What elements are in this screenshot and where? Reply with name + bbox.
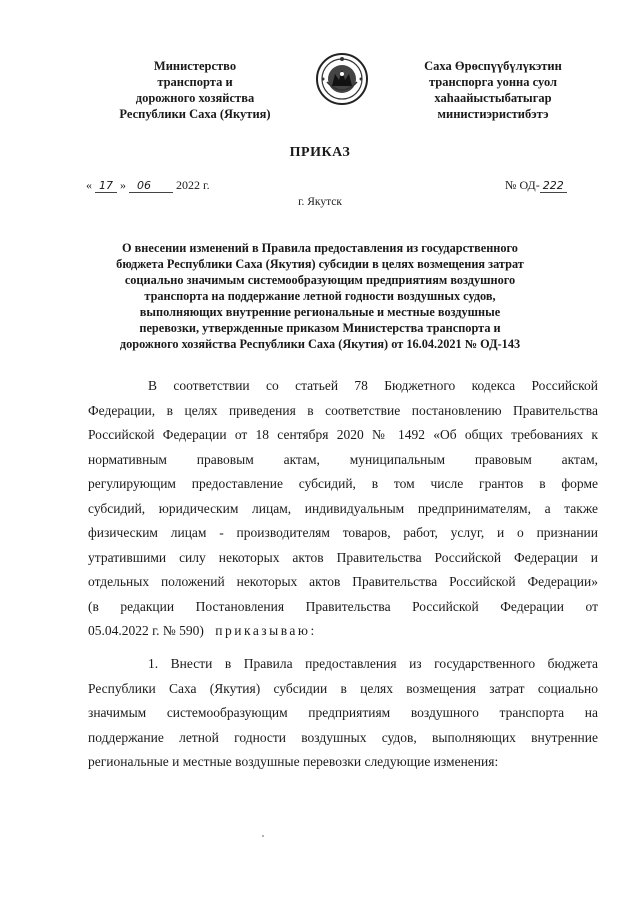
- body-line: Федерации, в целях приведения в соответствие постановлению Правительства: [88, 402, 598, 418]
- ministry-line: Министерство: [153, 59, 237, 73]
- body-line: (в редакции Постановления Правительства Российской Федерации от: [88, 598, 598, 614]
- scan-speck: [262, 835, 264, 837]
- date-quote-close: »: [120, 178, 126, 192]
- ministry-line: Республики Саха (Якутия): [119, 107, 271, 121]
- heading-line: бюджета Республики Саха (Якутия) субсидии в целях возмещения затрат: [116, 257, 524, 271]
- body-line: утратившими силу некоторых актов Правительства Российской Федерации и: [88, 549, 598, 565]
- body-line: нормативным правовым актам, муниципальным правовым актам,: [88, 451, 598, 467]
- heading-line: выполняющих внутренние региональные и местные воздушные: [139, 305, 501, 319]
- ministry-name-yakut: [398, 58, 588, 122]
- date-year: 2022 г.: [176, 178, 210, 192]
- document-title: ПРИКАЗ: [289, 145, 351, 160]
- body-line: Республики Саха (Якутия) субсидии в целях возмещения затрат социально: [88, 680, 598, 696]
- ministry-line: Саха Өрөспүүбүлүкэтин: [424, 59, 562, 73]
- heading-line: О внесении изменений в Правила предоставления из государственного: [122, 241, 518, 255]
- ministry-line: министиэристибэтэ: [437, 107, 549, 121]
- regulation-ref: 05.04.2022 г. № 590): [88, 623, 204, 638]
- date-quote-open: «: [86, 178, 92, 192]
- ministry-line: хаһаайыстыбатыгар: [434, 91, 552, 105]
- body-line: 1. Внести в Правила предоставления из государственного бюджета: [148, 656, 598, 671]
- heading-line: транспорта на поддержание летной годности воздушных судов,: [144, 289, 496, 303]
- city: г. Якутск: [298, 196, 342, 208]
- heading-line: перевозки, утвержденные приказом Министерства транспорта и: [139, 321, 501, 335]
- body-line: субсидий, юридическим лицам, индивидуальным предпринимателям, а также: [88, 500, 598, 516]
- body-paragraph-item-1: [88, 652, 598, 775]
- order-number: [505, 178, 567, 193]
- date-day: 17: [95, 179, 117, 193]
- number-value: 222: [540, 179, 567, 193]
- body-line: отдельных положений некоторых актов Правительства Российской Федерации»: [88, 574, 598, 589]
- body-line: поддержание летной годности воздушных судов, выполняющих внутренние: [88, 729, 598, 745]
- body-paragraph-preamble: [88, 374, 598, 644]
- body-line: значимым системообразующим предприятиям воздушного транспорта на: [88, 705, 598, 720]
- order-word: приказываю:: [215, 623, 317, 638]
- order-heading: [100, 240, 540, 352]
- date-month: 06: [129, 179, 173, 193]
- heading-line: социально значимым системообразующим предприятиям воздушного: [124, 273, 516, 287]
- ministry-line: транспорга уонна суол: [428, 75, 558, 89]
- body-line: В соответствии со статьей 78 Бюджетного кодекса Российской: [148, 378, 598, 393]
- ministry-line: транспорта и: [157, 75, 233, 89]
- heading-line: дорожного хозяйства Республики Саха (Якутия) от 16.04.2021 № ОД-143: [119, 337, 521, 351]
- body-line: Российской Федерации от 18 сентября 2020 № 1492 «Об общих требованиях к: [88, 427, 598, 442]
- body-line: регулирующим предоставление субсидий, в том числе грантов в форме: [88, 476, 598, 491]
- number-prefix: № ОД-: [505, 178, 540, 192]
- body-line-last: [88, 619, 598, 644]
- ministry-line: дорожного хозяйства: [135, 91, 255, 105]
- body-line-last: региональные и местные воздушные перевозки следующие изменения:: [88, 754, 499, 769]
- order-date: [86, 178, 210, 193]
- ministry-name-russian: [100, 58, 290, 122]
- body-line: физическим лицам - производителям товаров, работ, услуг, и о признании: [88, 525, 598, 540]
- coat-of-arms-icon: [315, 52, 369, 106]
